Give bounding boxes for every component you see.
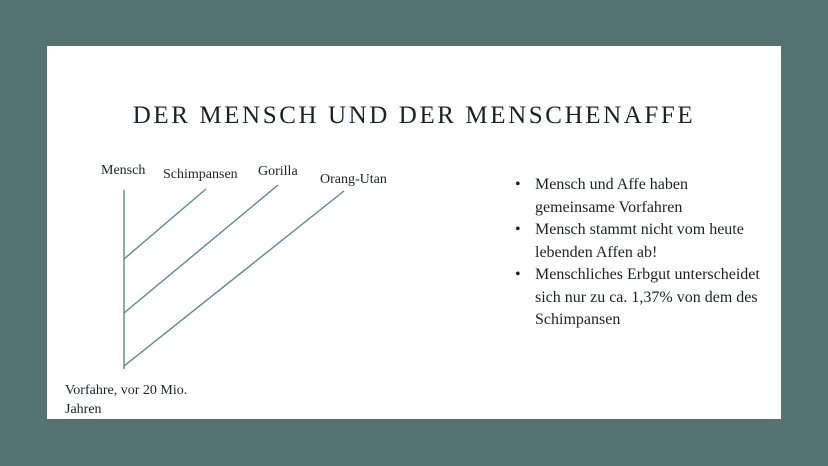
- tree-branch-orangutan: [124, 191, 344, 366]
- leaf-label-human: Mensch: [101, 163, 146, 178]
- slide: [47, 46, 781, 419]
- bullet-item: • Mensch stammt nicht vom heute lebenden Affen ab!: [513, 219, 763, 264]
- leaf-label-chimpanzee: Schimpansen: [163, 167, 238, 182]
- tree-branch-chimpanzee: [124, 189, 206, 259]
- root-label-line-1: Vorfahre, vor 20 Mio.: [65, 383, 188, 398]
- leaf-label-orangutan: Orang-Utan: [320, 172, 387, 187]
- bullet-list: [513, 174, 763, 332]
- slide-title: DER MENSCH UND DER MENSCHENAFFE: [132, 102, 696, 129]
- bullet-item: • Menschliches Erbgut unterscheidet sich nur zu ca. 1,37% von dem des Schimpansen: [513, 264, 763, 332]
- tree-branch-gorilla: [124, 185, 278, 313]
- leaf-label-gorilla: Gorilla: [258, 164, 298, 179]
- root-label-line-2: Jahren: [65, 402, 102, 417]
- bullet-item: • Mensch und Affe haben gemeinsame Vorfahren: [513, 174, 763, 219]
